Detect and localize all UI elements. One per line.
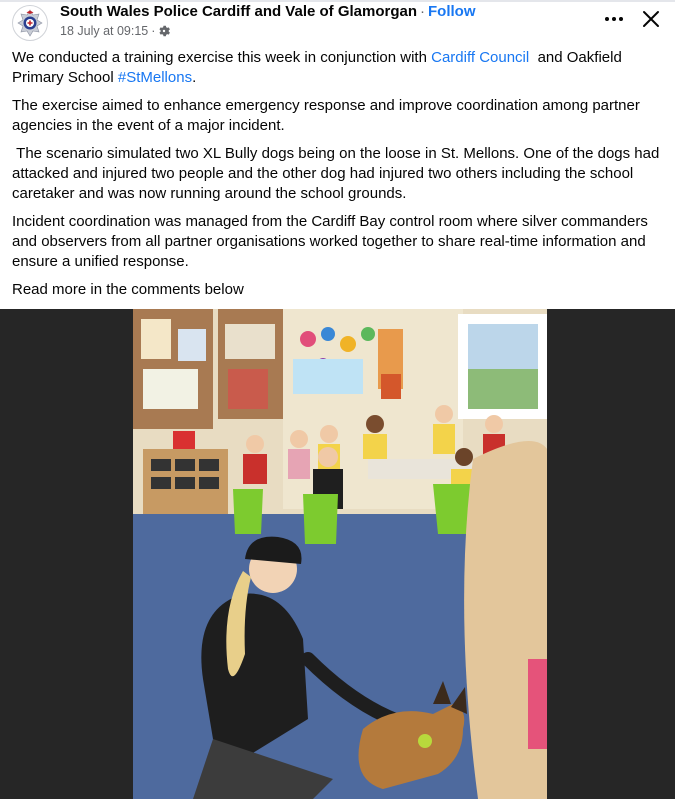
read-more-text: Read more in the comments below [12,281,244,298]
paragraph-1-middle: and Oakfield Primary School [12,49,626,86]
post-header [0,0,675,46]
follow-button[interactable]: Follow [428,3,476,20]
paragraph-4: Incident coordination was managed from the Cardiff Bay control room where silver commanders and observers from all partner organisations worked together to share real-time information and ensure a unified response. [12,213,648,270]
close-icon [638,6,664,32]
paragraph-1-text: We conducted a training exercise this week in conjunction with [12,49,432,66]
paragraph-1-end: . [192,69,197,86]
post-timestamp[interactable]: 18 July at 09:15 [60,24,149,38]
timestamp-separator: · [151,24,156,38]
author-separator: · [420,3,426,20]
post-body [12,48,662,308]
settings-gear-icon[interactable] [158,25,170,37]
police-badge-logo [13,6,47,40]
close-button[interactable] [638,6,664,32]
paragraph-2: The exercise aimed to enhance emergency response and improve coordination among partner agencies in the event of a major incident. [12,97,640,134]
post-photo[interactable] [133,309,547,799]
author-line [60,3,476,20]
cardiff-council-link[interactable]: Cardiff Council [431,49,530,66]
more-options-icon [600,8,628,30]
author-name[interactable]: South Wales Police Cardiff and Vale of Glamorgan [60,3,418,20]
post-meta [60,24,170,38]
paragraph-1 [12,48,662,88]
more-options-button[interactable] [600,8,628,30]
hashtag-stmellons-link[interactable]: #StMellons [117,69,193,86]
classroom-photo-illustration [133,309,547,799]
page-avatar[interactable] [12,5,48,41]
paragraph-3: The scenario simulated two XL Bully dogs being on the loose in St. Mellons. One of the dogs had attacked and injured two people and the other dog had injured two others including the school caretaker and was now running around the school grounds. [12,145,664,202]
post-photo-container[interactable] [0,309,675,799]
